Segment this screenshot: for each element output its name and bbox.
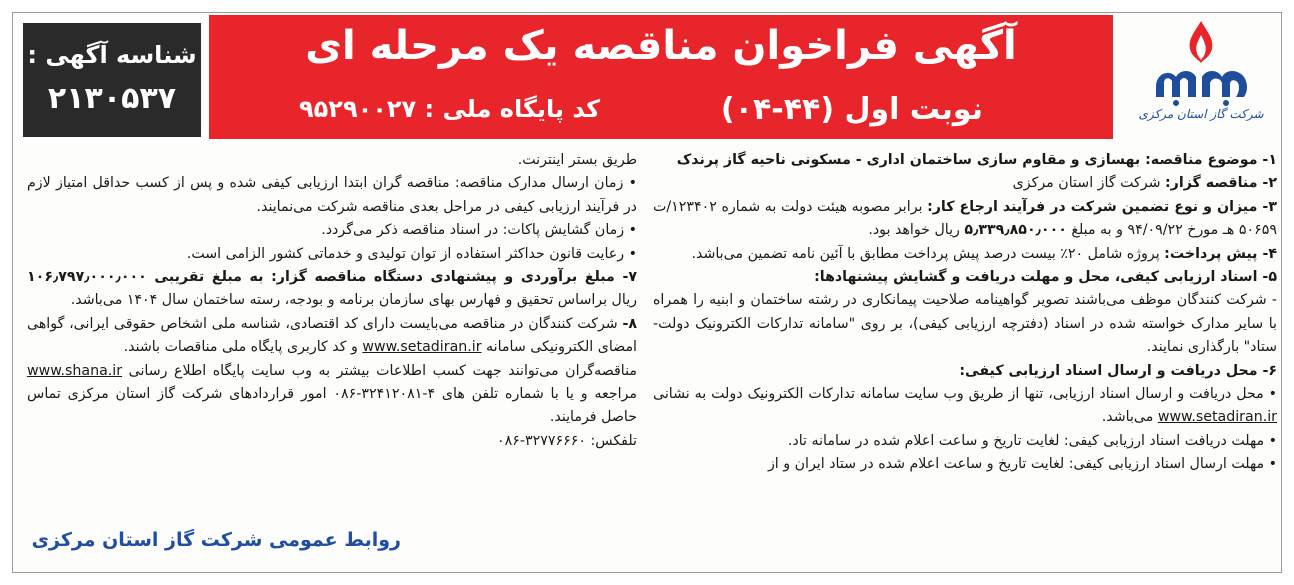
notice-id-box	[23, 23, 201, 137]
section-8: ۸- شرکت کنندگان در مناقصه می‌بایست دارای کد اقتصادی، شناسه ملی اشخاص حقوقی ایرانی، گواهی امضای الکترونیکی سامانه www.setadiran.ir و کد کاربری پایگاه ملی مناقصات باشند.	[27, 315, 637, 356]
company-logo-text: شرکت گاز استان مرکزی	[1138, 107, 1264, 121]
public-relations-signature: روابط عمومی شرکت گاز استان مرکزی	[31, 529, 401, 551]
title-banner	[209, 15, 1113, 139]
shana-link[interactable]: www.shana.ir	[27, 362, 123, 379]
section-6-item-2: • مهلت دریافت اسناد ارزیابی کیفی: لغایت تاریخ و ساعت اعلام شده در سامانه تاد.	[787, 432, 1277, 449]
notice-title: آگهی فراخوان مناقصه یک مرحله ای	[305, 23, 1017, 69]
notice-id-label: شناسه آگهی :	[27, 41, 197, 69]
bullet-law-compliance: • رعایت قانون حداکثر استفاده از توان تولیدی و خدماتی کشور الزامی است.	[186, 245, 637, 262]
contact-info: مناقصه‌گران می‌توانند جهت کسب اطلاعات بیشتر به وب سایت پایگاه اطلاع رسانی www.shana.ir مراجعه و یا با شماره تلفن های ۴-۳۲۴۱۲۰۸۱-۰۸۶ امور قراردادهای شرکت گاز استان مرکزی تماس حاصل فرمایند.	[27, 362, 637, 426]
guarantee-amount: ۵٫۳۳۹٫۸۵۰٫۰۰۰	[964, 222, 1067, 239]
section-6-item-3: • مهلت ارسال اسناد ارزیابی کیفی: لغایت تاریخ و ساعت اعلام شده در ستاد ایران و از	[767, 456, 1277, 473]
gas-company-emblem-icon	[1146, 17, 1256, 109]
tender-notice	[12, 12, 1282, 573]
setadiran-link[interactable]: www.setadiran.ir	[1157, 409, 1277, 426]
notice-round: نوبت اول (۴۴-۰۴)	[720, 91, 983, 127]
right-column	[653, 149, 1277, 477]
fax-number: تلفکس: ۳۲۷۷۶۶۶۰-۰۸۶	[496, 432, 637, 449]
section-1: ۱- موضوع مناقصه: بهسازی و مقاوم سازی ساختمان اداری - مسکونی ناحیه گاز پرندک	[676, 152, 1277, 168]
section-6-heading: ۶- محل دریافت و ارسال اسناد ارزیابی کیفی:	[959, 362, 1277, 379]
section-3: ۳- میزان و نوع تضمین شرکت در فرآیند ارجاع کار: برابر مصوبه هیئت دولت به شماره ۱۲۳۴۰۲/ت ۵۰۶۵۹ هـ مورخ ۹۴/۰۹/۲۲ و به مبلغ ۵٫۳۳۹٫۸۵۰٫۰۰۰ ریال خواهد بود.	[653, 198, 1277, 239]
setadiran-link-2[interactable]: www.setadiran.ir	[362, 339, 482, 356]
section-4: ۴- پیش پرداخت: پروژه شامل ۲۰٪ بیست درصد پیش پرداخت مطابق با آئین نامه تضمین می‌باشد.	[691, 245, 1277, 262]
bullet-opening-time: • زمان گشایش پاکات: در اسناد مناقصه ذکر می‌گردد.	[321, 222, 637, 239]
section-5-text: - شرکت کنندگان موظف می‌باشند تصویر گواهینامه صلاحیت پیمانکاری در رشته ساختمان و ابنیه را همراه با سایر مدارک خواسته شده در اسناد (دفترچه ارزیابی کیفی)، بر روی "سامانه تدارکات الکترونیک دولت-ستاد" بارگذاری نمایند.	[653, 292, 1277, 356]
left-column	[27, 149, 637, 453]
continuation-text: طریق بستر اینترنت.	[517, 152, 637, 168]
section-6-item-1: • محل دریافت و ارسال اسناد ارزیابی، تنها از طریق وب سایت سامانه تدارکات الکترونیک دولت به نشانی www.setadiran.ir می‌باشد.	[653, 386, 1277, 426]
national-portal-code: کد پایگاه ملی : ۹۵۲۹۰۰۲۷	[299, 95, 601, 123]
notice-header	[13, 13, 1283, 141]
title-subrow	[209, 87, 1113, 131]
company-logo	[1123, 17, 1279, 139]
section-7: ۷- مبلغ برآوردی و پیشنهادی دستگاه مناقصه گزار: به مبلغ تقریبی ۱۰۶٫۷۹۷٫۰۰۰٫۰۰۰ ریال براساس تحقیق و فهارس بهای سازمان برنامه و بودجه، رسته ساختمان سال ۱۴۰۴ می‌باشد.	[27, 269, 637, 309]
notice-id-number: ۲۱۳۰۵۳۷	[47, 81, 177, 116]
estimated-amount: ۱۰۶٫۷۹۷٫۰۰۰٫۰۰۰	[27, 269, 147, 286]
bullet-submission-time: • زمان ارسال مدارک مناقصه: مناقصه گران ابتدا ارزیابی کیفی شده و پس از کسب حداقل امتیاز لازم در فرآیند ارزیابی کیفی در مراحل بعدی مناقصه شرکت می‌نمایند.	[27, 175, 637, 215]
section-5-heading: ۵- اسناد ارزیابی کیفی، محل و مهلت دریافت و گشایش پیشنهادها:	[814, 269, 1277, 286]
section-2: ۲- مناقصه گزار: شرکت گاز استان مرکزی	[1012, 175, 1277, 192]
